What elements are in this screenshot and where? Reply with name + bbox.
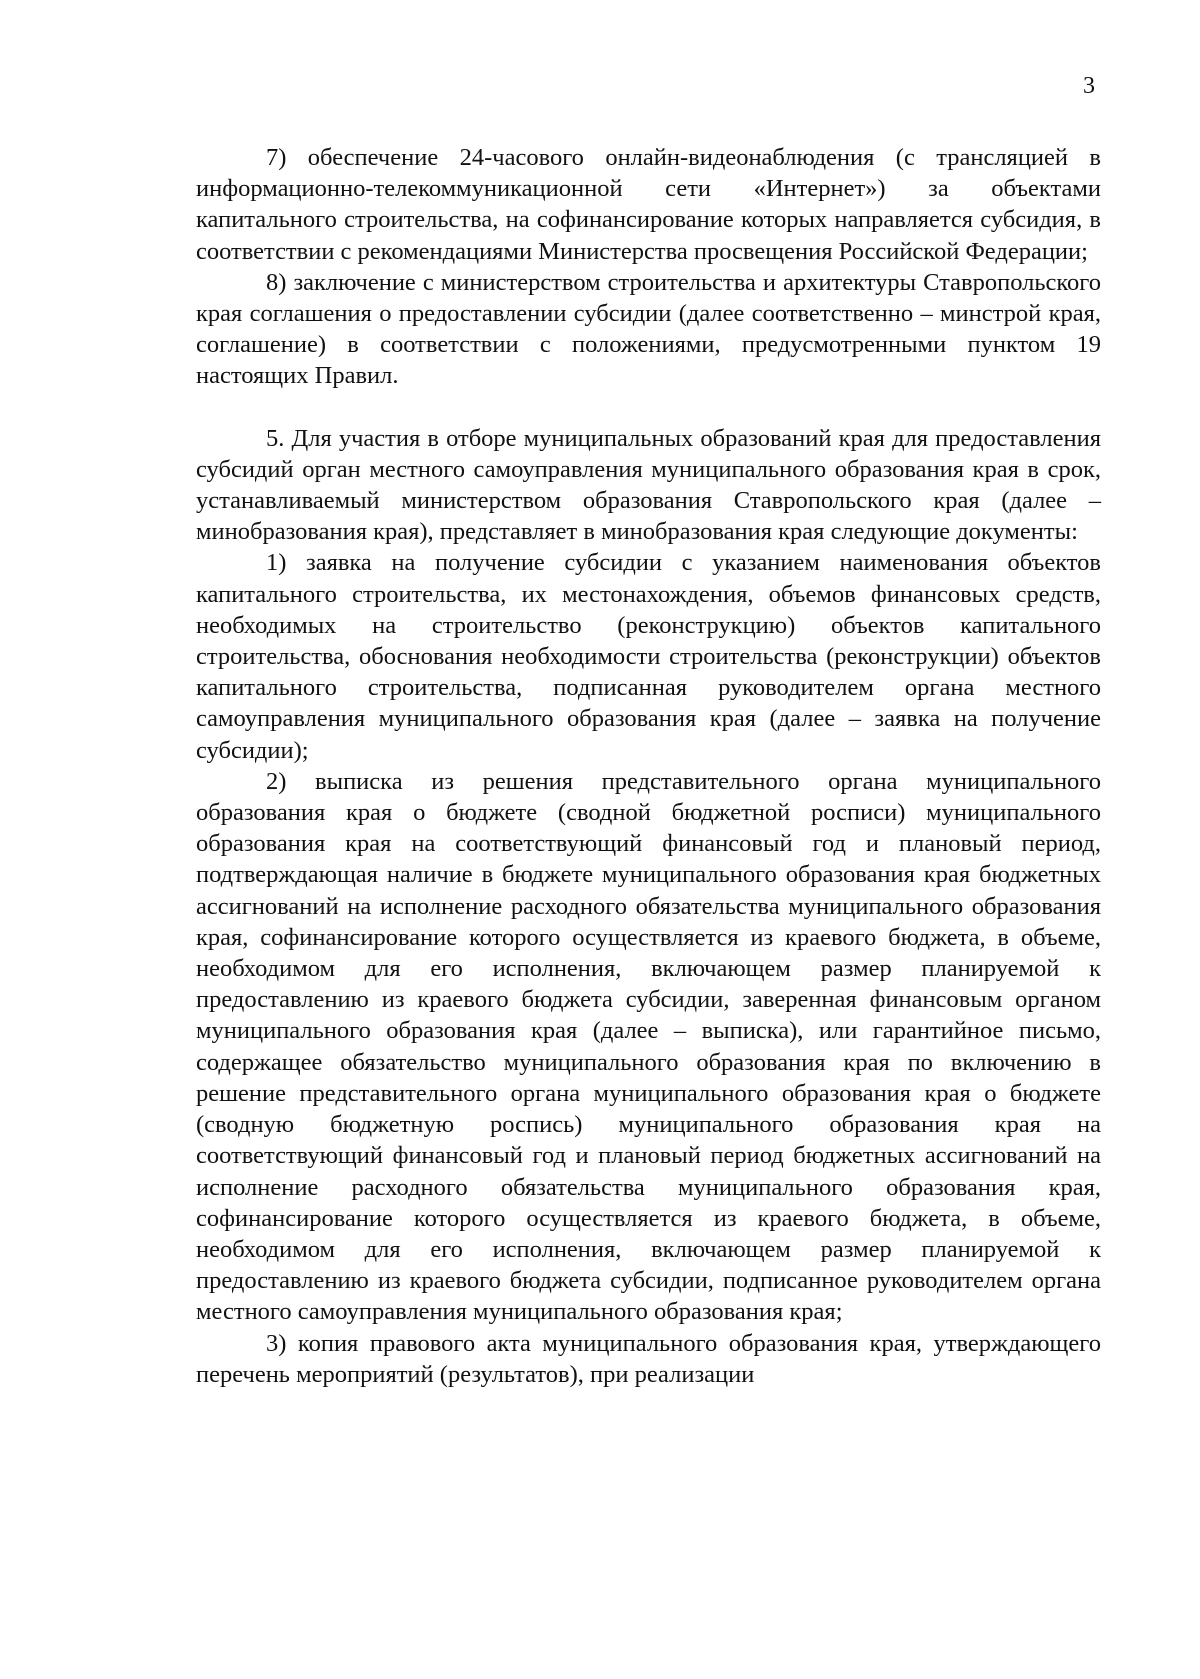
paragraph-item-8: 8) заключение с министерством строительства и архитектуры Ставропольского края соглашения о предоставлении субсидии (далее соответственно – минстрой края, соглашение) в соответствии с положениями, предусмотренными пунктом 19 настоящих Правил. xyxy=(196,268,1101,390)
paragraph-item-2: 2) выписка из решения представительного органа муниципального образования края о бюджете (сводной бюджетной росписи) муниципального образования края на соответствующий финансовый год и плановый период, подтверждающая наличие в бюджете муниципального образования края бюджетных ассигнований на исполнение расходного обязательства муниципального образования края, софинансирование которого осуществляется из краевого бюджета, в объеме, необходимом для его исполнения, включающем размер планируемой к предоставлению из краевого бюджета субсидии, заверенная финансовым органом муниципального образования края (далее – выписка), или гарантийное письмо, содержащее обязательство муниципального образования края по включению в решение представительного органа муниципального образования края о бюджете (сводную бюджетную роспись) муниципального образования края на соответствующий финансовый год и плановый период бюджетных ассигнований на исполнение расходного обязательства муниципального образования края, софинансирование которого осуществляется из краевого бюджета, в объеме, необходимом для его исполнения, включающем размер планируемой к предоставлению из краевого бюджета субсидии, подписанное руководителем органа местного самоуправления муниципального образования края; xyxy=(196,767,1101,1326)
paragraph-item-7: 7) обеспечение 24-часового онлайн-видеонаблюдения (с трансляцией в информационно-телекоммуникационной сети «Интернет») за объектами капитального строительства, на софинансирование которых направляется субсидия, в соответствии с рекомендациями Министерства просвещения Российской Федерации; xyxy=(196,144,1101,265)
paragraph-item-3: 3) копия правового акта муниципального образования края, утверждающего перечень мероприятий (результатов), при реализации xyxy=(196,1329,1101,1388)
paragraph-clause-5: 5. Для участия в отборе муниципальных образований края для предоставления субсидий орган местного самоуправления муниципального образования края в срок, устанавливаемый министерством образования Ставропольского края (далее – минобразования края), представляет в минобразования края следующие документы: xyxy=(196,424,1101,546)
document-body xyxy=(196,142,1101,1390)
page-number: 3 xyxy=(1083,73,1095,99)
paragraph-item-1: 1) заявка на получение субсидии с указанием наименования объектов капитального строительства, их местонахождения, объемов финансовых средств, необходимых на строительство (реконструкцию) объектов капитального строительства, обоснования необходимости строительства (реконструкции) объектов капитального строительства, подписанная руководителем органа местного самоуправления муниципального образования края (далее – заявка на получение субсидии); xyxy=(196,549,1101,764)
